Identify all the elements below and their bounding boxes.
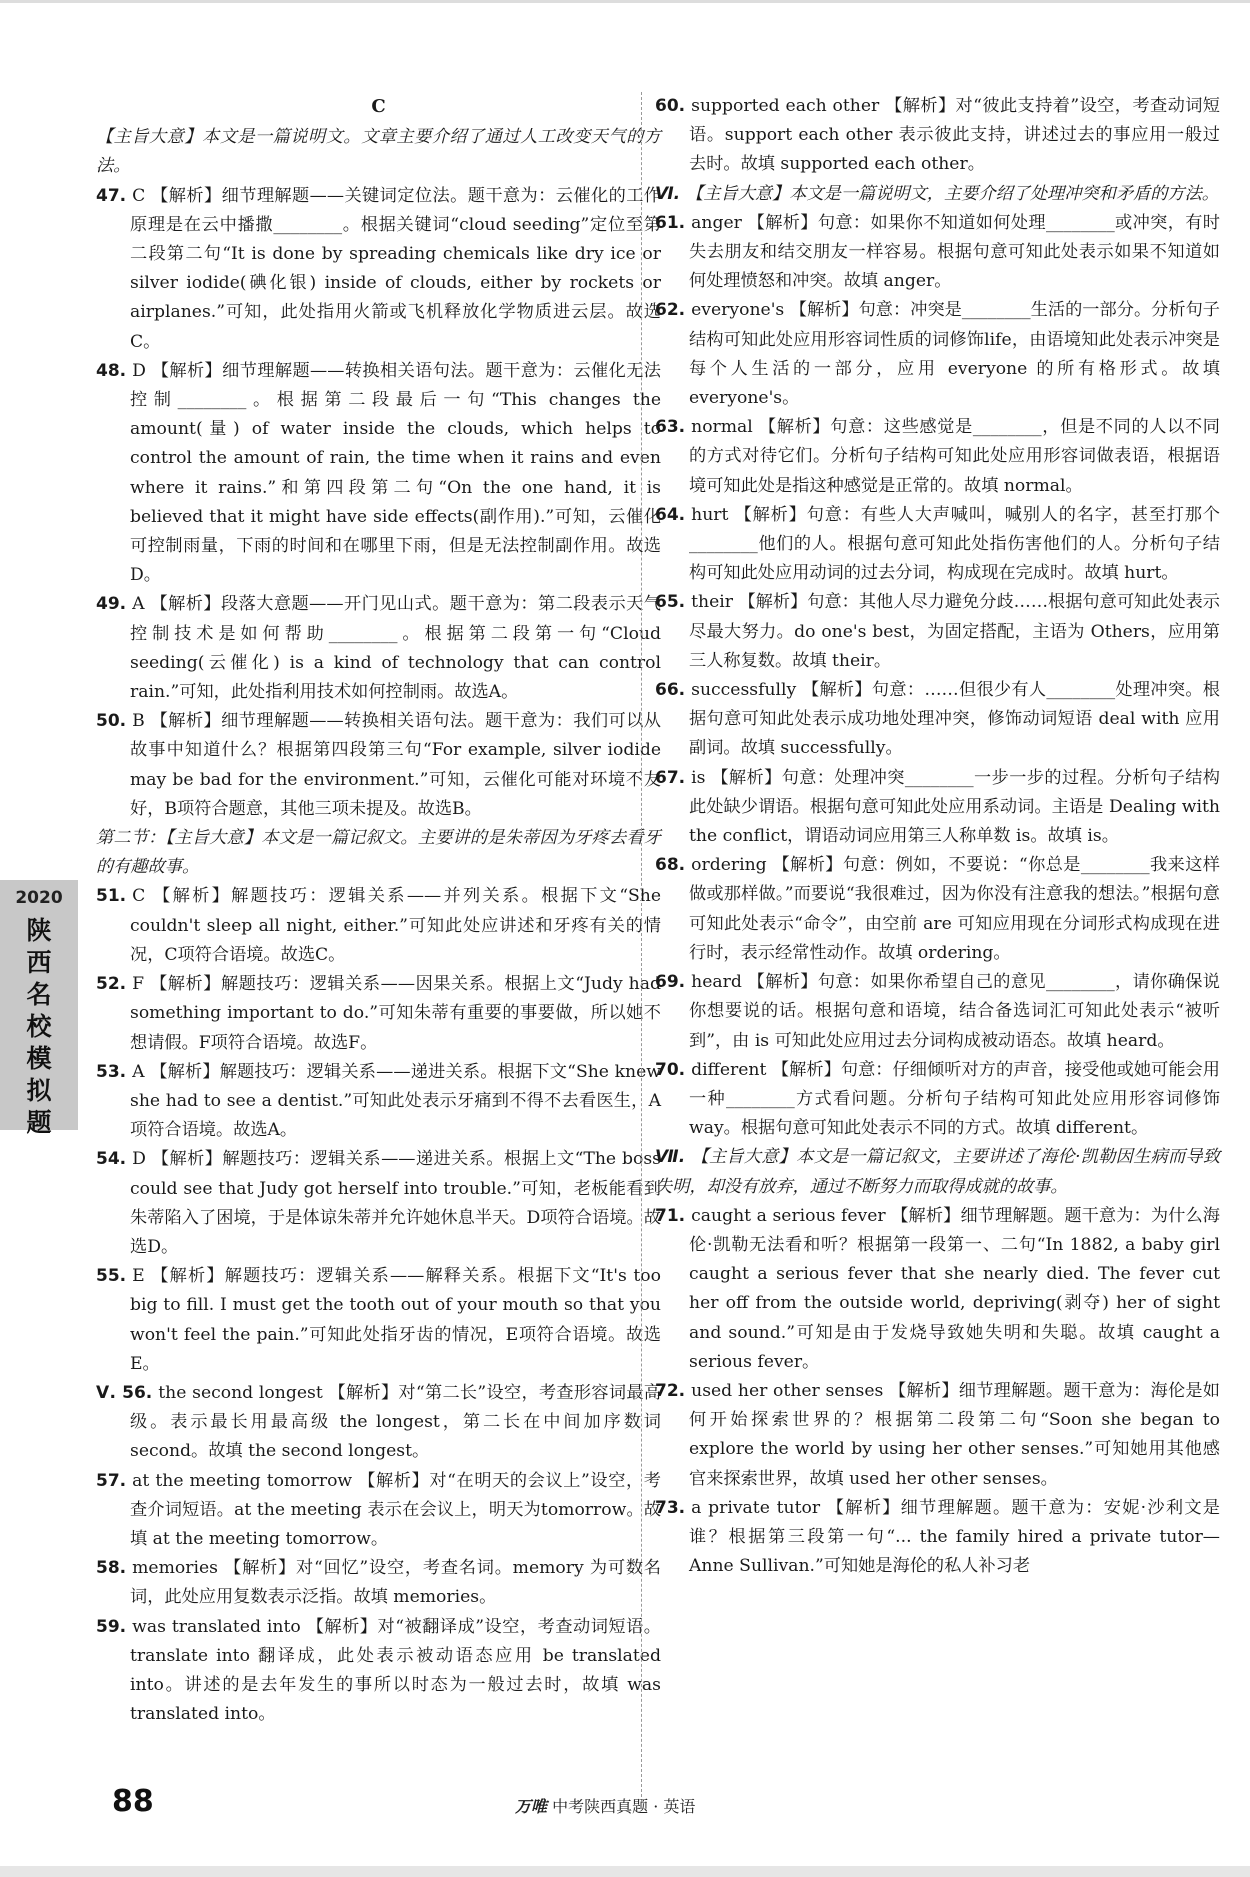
item-number: 55. [96, 1266, 127, 1287]
item-text: different 【解析】句意：仔细倾听对方的声音，接受他或她可能会用一种________方式看问题。分析句子结构可知此处应用形容词修饰 way。根据句意可知此处表示不同的方式。故填 different。 [689, 1059, 1220, 1139]
sidebar-title [0, 915, 78, 1139]
summary-paragraph [655, 180, 1220, 209]
item-text: C 【解析】细节理解题——关键词定位法。题干意为：云催化的工作原理是在云中播撒________。根据关键词“cloud seeding”定位至第二段第二句“It is done by spreading chemicals like dry ice or silver iodide(碘化银) inside of clouds, either by rockets or airplanes.”可知，此处指用火箭或飞机释放化学物质进云层。故选C。 [130, 185, 661, 352]
item-number: 49. [96, 594, 127, 615]
item-number: Ⅴ. 56. [96, 1382, 153, 1403]
answer-item [655, 1377, 1220, 1494]
book-title: 中考陕西真题 · 英语 [552, 1797, 696, 1816]
item-number: 61. [655, 212, 686, 233]
item-number: 71. [655, 1205, 686, 1226]
right-column [655, 92, 1220, 1581]
answer-item [655, 676, 1220, 764]
item-text: heard 【解析】句意：如果你希望自己的意见________，请你确保说你想要说的话。根据句意和语境，结合备选词汇可知此处表示“被听到”，由 is 可知此处应用过去分词构成被动语态。故填 heard。 [689, 972, 1220, 1051]
answer-item [96, 882, 661, 970]
answer-item [655, 1056, 1220, 1144]
sidebar-title-char: 西 [26, 948, 52, 977]
item-number: 72. [655, 1380, 686, 1401]
item-text: was translated into 【解析】对“被翻译成”设空，考查动词短语。translate into 翻译成，此处表示被动语态应用 be translated into。讲述的是去年发生的事所以时态为一般过去时，故填 was translated into。 [130, 1616, 661, 1725]
answer-item [655, 296, 1220, 413]
left-column [96, 92, 661, 1729]
answer-item [96, 970, 661, 1058]
item-text: at the meeting tomorrow 【解析】对“在明天的会议上”设空，考查介词短语。at the meeting 表示在会议上，明天为tomorrow。故填 at the meeting tomorrow。 [130, 1470, 661, 1549]
top-edge [0, 0, 1250, 3]
item-number: Ⅶ. [655, 1147, 686, 1168]
answer-item [655, 413, 1220, 501]
item-text: C 【解析】解题技巧：逻辑关系——并列关系。根据下文“She couldn't sleep all night, either.”可知此处应讲述和牙疼有关的情况，C项符合语境。故选C。 [130, 886, 661, 965]
item-text: E 【解析】解题技巧：逻辑关系——解释关系。根据下文“It's too big to fill. I must get the tooth out of your mouth so that you won't feel the pain.”可知此处指牙齿的情况，E项符合语境。故选E。 [130, 1266, 661, 1374]
item-number: 66. [655, 680, 686, 701]
item-number: 62. [655, 300, 686, 321]
answer-item [655, 764, 1220, 852]
item-number: 50. [96, 711, 127, 732]
item-number: 53. [96, 1061, 127, 1082]
answer-item [655, 209, 1220, 297]
item-number: 73. [655, 1497, 686, 1518]
answer-item [655, 1494, 1220, 1582]
item-text: successfully 【解析】句意：……但很少有人________处理冲突。根据句意可知此处表示成功地处理冲突，修饰动词短语 deal with 应用副词。故填 successfully。 [689, 680, 1220, 759]
sidebar-title-char: 陕 [26, 916, 52, 945]
sidebar-year: 2020 [15, 888, 63, 908]
answer-item [655, 588, 1220, 676]
sidebar-title-char: 题 [26, 1108, 52, 1137]
answer-item [96, 1262, 661, 1379]
item-text: 【主旨大意】本文是一篇记叙文，主要讲述了海伦·凯勒因生病而导致失明，却没有放弃，通过不断努力而取得成就的故事。 [655, 1147, 1221, 1197]
bottom-edge [0, 1866, 1250, 1877]
item-number: 69. [655, 972, 686, 993]
answer-item [96, 1058, 661, 1146]
page-number: 88 [112, 1784, 154, 1819]
column-divider [641, 92, 642, 1802]
answer-item [96, 1379, 661, 1467]
item-number: 52. [96, 974, 127, 995]
answer-item [655, 1202, 1220, 1377]
brand-logo: 万唯 [515, 1797, 548, 1816]
answer-item [655, 92, 1220, 180]
item-number: 70. [655, 1059, 686, 1080]
answer-item [655, 968, 1220, 1056]
item-text: 【主旨大意】本文是一篇说明文，主要介绍了处理冲突和矛盾的方法。 [686, 183, 1219, 204]
item-number: 51. [96, 886, 127, 907]
item-text: is 【解析】句意：处理冲突________一步一步的过程。分析句子结构此处缺少谓语。根据句意可知此处应用系动词。主语是 Dealing with the conflict，谓语动词应用第三人称单数 is。故填 is。 [689, 767, 1220, 847]
item-text: 第二节：【主旨大意】本文是一篇记叙文。主要讲的是朱蒂因为牙疼去看牙的有趣故事。 [96, 828, 661, 878]
item-text: D 【解析】细节理解题——转换相关语句法。题干意为：云催化无法控制________。根据第二段最后一句“This changes the amount(量) of water inside the clouds, which helps to control the amount of rain, the time when it rains and even where it rains.”和第四段第二句“On the one hand, it is believed that it might have side effects(副作用).”可知，云催化可控制雨量，下雨的时间和在哪里下雨，但是无法控制副作用。故选D。 [130, 360, 661, 586]
item-number: 64. [655, 504, 686, 525]
item-text: supported each other 【解析】对“彼此支持着”设空，考查动词短语。support each other 表示彼此支持，讲述过去的事应用一般过去时。故填 supported each other。 [689, 96, 1220, 175]
item-number: 63. [655, 417, 686, 438]
item-text: their 【解析】句意：其他人尽力避免分歧……根据句意可知此处表示尽最大努力。do one's best，为固定搭配，主语为 Others，应用第三人称复数。故填 their。 [689, 592, 1220, 671]
item-text: A 【解析】段落大意题——开门见山式。题干意为：第二段表示天气控制技术是如何帮助________。根据第二段第一句“Cloud seeding(云催化) is a kind of technology that can control rain.”可知，此处指利用技术如何控制雨。故选A。 [130, 594, 661, 703]
answer-item [96, 1613, 661, 1730]
item-text: ordering 【解析】句意：例如，不要说：“你总是________我来这样做或那样做。”而要说“我很难过，因为你没有注意我的想法。”根据句意可知此处表示“命令”，由空前 are 可知应用现在分词形式构成现在进行时，表示经常性动作。故填 ordering。 [689, 855, 1220, 963]
footer [515, 1794, 695, 1817]
item-text: a private tutor 【解析】细节理解题。题干意为：安妮·沙利文是谁？根据第三段第一句“... the family hired a private tutor—Anne Sullivan.”可知她是海伦的私人补习老 [689, 1497, 1220, 1577]
item-text: used her other senses 【解析】细节理解题。题干意为：海伦是如何开始探索世界的？根据第二段第二句“Soon she began to explore the world by using her other senses.”可知她用其他感官来探索世界，故填 used her other senses。 [689, 1380, 1220, 1489]
sidebar-title-char: 模 [26, 1044, 52, 1073]
answer-item [655, 501, 1220, 589]
answer-item [96, 182, 661, 357]
answer-item [96, 1145, 661, 1262]
item-text: the second longest 【解析】对“第二长”设空，考查形容词最高级。表示最长用最高级 the longest，第二长在中间加序数词 second。故填 the second longest。 [130, 1382, 661, 1462]
item-text: everyone's 【解析】句意：冲突是________生活的一部分。分析句子结构可知此处应用形容词性质的词修饰life，由语境知此处表示冲突是每个人生活的一部分，应用 everyone 的所有格形式。故填 everyone's。 [689, 300, 1220, 409]
item-number: 48. [96, 360, 127, 381]
item-number: 58. [96, 1558, 127, 1579]
answer-item [655, 851, 1220, 968]
item-number: 54. [96, 1149, 127, 1170]
item-text: F 【解析】解题技巧：逻辑关系——因果关系。根据上文“Judy had something important to do.”可知朱蒂有重要的事要做，所以她不想请假。F项符合语境。故选F。 [130, 974, 661, 1053]
answer-item [96, 707, 661, 824]
item-number: 57. [96, 1470, 127, 1491]
summary-paragraph [96, 824, 661, 882]
answer-item [96, 357, 661, 591]
item-number: 47. [96, 185, 127, 206]
item-text: memories 【解析】对“回忆”设空，考查名词。memory 为可数名词，此处应用复数表示泛指。故填 memories。 [130, 1558, 661, 1608]
item-text: 【主旨大意】本文是一篇说明文。文章主要介绍了通过人工改变天气的方法。 [96, 127, 661, 177]
item-text: anger 【解析】句意：如果你不知道如何处理________或冲突，有时失去朋友和结交朋友一样容易。根据句意可知此处表示如果不知道如何处理愤怒和冲突。故填 anger。 [689, 212, 1220, 292]
section-heading: C [371, 96, 386, 117]
item-number: 68. [655, 855, 686, 876]
item-number: Ⅵ. [655, 183, 681, 204]
item-text: B 【解析】细节理解题——转换相关语句法。题干意为：我们可以从故事中知道什么？根据第四段第三句“For example, silver iodide may be bad for the environment.”可知，云催化可能对环境不友好，B项符合题意，其他三项未提及。故选B。 [130, 711, 661, 819]
answer-item [96, 1467, 661, 1555]
answer-item [96, 1554, 661, 1612]
item-text: normal 【解析】句意：这些感觉是________，但是不同的人以不同的方式对待它们。分析句子结构可知此处应用形容词做表语，根据语境可知此处是指这种感觉是正常的。故填 normal。 [689, 417, 1220, 496]
summary-paragraph [96, 123, 661, 181]
sidebar-title-char: 拟 [26, 1076, 52, 1105]
item-number: 59. [96, 1616, 127, 1637]
item-text: A 【解析】解题技巧：逻辑关系——递进关系。根据下文“She knew she had to see a dentist.”可知此处表示牙痛到不得不去看医生，A项符合语境。故选A。 [130, 1061, 661, 1141]
item-text: hurt 【解析】句意：有些人大声喊叫，喊别人的名字，甚至打那个________他们的人。根据句意可知此处指伤害他们的人。分析句子结构可知此处应用动词的过去分词，构成现在完成时。故填 hurt。 [689, 504, 1220, 584]
item-number: 60. [655, 96, 686, 116]
item-text: caught a serious fever 【解析】细节理解题。题干意为：为什么海伦·凯勒无法看和听？根据第一段第一、二句“In 1882, a baby girl caught a serious fever that she nearly died. The fever cut her off from the outside world, depriving(剥夺) her of sight and sound.”可知是由于发烧导致她失明和失聪。故填 caught a serious fever。 [689, 1205, 1220, 1372]
sidebar-title-char: 名 [26, 980, 52, 1009]
sidebar-title-char: 校 [26, 1012, 52, 1041]
item-text: D 【解析】解题技巧：逻辑关系——递进关系。根据上文“The boss could see that Judy got herself into trouble.”可知，老板能看到朱蒂陷入了困境，于是体谅朱蒂并允许她休息半天。D项符合语境。故选D。 [130, 1149, 661, 1257]
item-number: 67. [655, 767, 686, 788]
item-number: 65. [655, 592, 686, 613]
summary-paragraph [655, 1143, 1220, 1201]
answer-item [96, 590, 661, 707]
